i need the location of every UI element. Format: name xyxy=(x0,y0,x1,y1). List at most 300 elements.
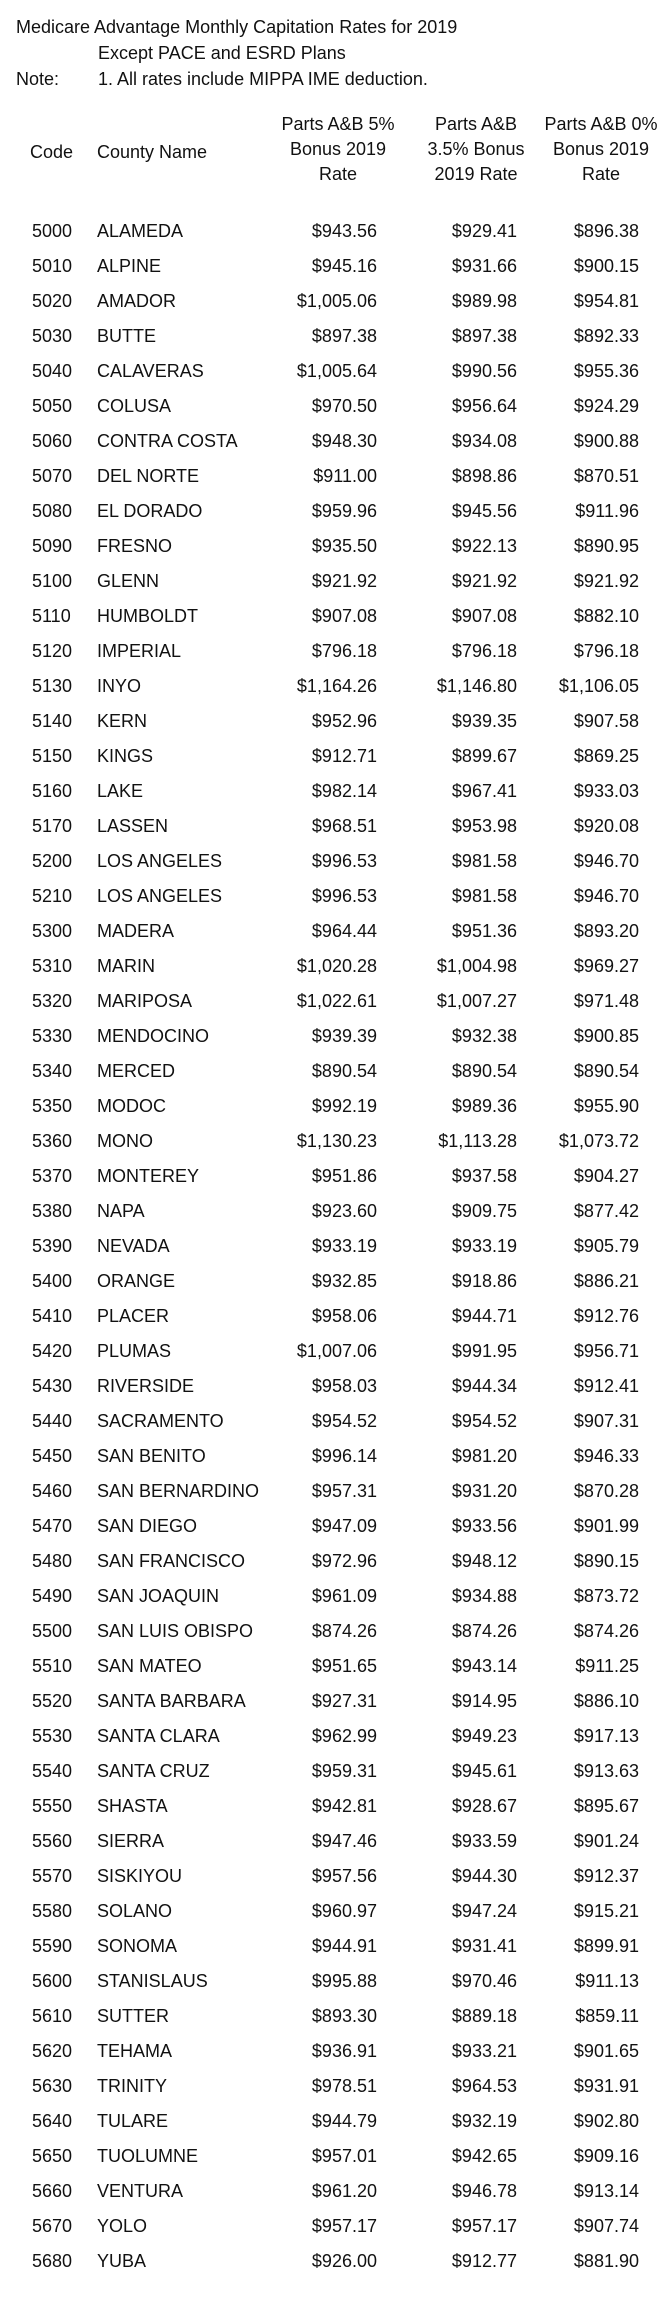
table-row xyxy=(0,1894,672,1929)
rate-5-percent-cell: $959.96 xyxy=(311,501,377,521)
rate-0-percent-cell: $955.36 xyxy=(573,361,639,381)
code-cell: 5530 xyxy=(32,1726,73,1746)
table-row xyxy=(0,1684,672,1719)
code-cell: 5340 xyxy=(32,1061,73,1081)
table-row xyxy=(0,1754,672,1789)
code-cell: 5560 xyxy=(32,1831,73,1851)
county-cell: ORANGE xyxy=(97,1271,176,1291)
rate-0-percent-cell: $912.41 xyxy=(573,1376,639,1396)
rate-5-percent-cell: $954.52 xyxy=(311,1411,377,1431)
county-cell: VENTURA xyxy=(97,2181,184,2201)
table-row xyxy=(0,2244,672,2279)
rate-5-percent-cell: $1,020.28 xyxy=(296,956,377,976)
title-block xyxy=(16,14,457,92)
table-row xyxy=(0,494,672,529)
rate-3-5-percent-cell: $890.54 xyxy=(451,1061,517,1081)
rate-5-percent-cell: $982.14 xyxy=(311,781,377,801)
county-cell: TRINITY xyxy=(97,2076,167,2096)
note-text: 1. All rates include MIPPA IME deduction. xyxy=(98,69,428,89)
table-row xyxy=(0,1089,672,1124)
county-cell: SHASTA xyxy=(97,1796,168,1816)
table-row xyxy=(0,1159,672,1194)
rate-5-percent-cell: $961.09 xyxy=(311,1586,377,1606)
rate-5-percent-cell: $951.86 xyxy=(311,1166,377,1186)
rate-5-percent-cell: $972.96 xyxy=(311,1551,377,1571)
county-cell: SAN LUIS OBISPO xyxy=(97,1621,254,1641)
rate-0-percent-cell: $899.91 xyxy=(573,1936,639,1956)
rate-0-percent-cell: $907.31 xyxy=(573,1411,639,1431)
rate-3-5-percent-cell: $932.38 xyxy=(451,1026,517,1046)
table-row xyxy=(0,879,672,914)
county-cell: STANISLAUS xyxy=(97,1971,208,1991)
rate-3-5-percent-cell: $990.56 xyxy=(451,361,517,381)
rate-5-percent-cell: $964.44 xyxy=(311,921,377,941)
rate-0-percent-cell: $873.72 xyxy=(573,1586,639,1606)
county-cell: SAN MATEO xyxy=(97,1656,202,1676)
county-cell: MARIN xyxy=(97,956,155,976)
rate-0-percent-cell: $900.88 xyxy=(573,431,639,451)
county-cell: KINGS xyxy=(97,746,154,766)
code-cell: 5470 xyxy=(32,1516,73,1536)
rate-3-5-percent-cell: $912.77 xyxy=(451,2251,517,2271)
rate-0-percent-cell: $911.25 xyxy=(575,1656,639,1676)
rate-5-percent-cell: $970.50 xyxy=(311,396,377,416)
rate-3-5-percent-cell: $922.13 xyxy=(451,536,517,556)
county-cell: EL DORADO xyxy=(97,501,203,521)
rate-3-5-percent-cell: $989.98 xyxy=(451,291,517,311)
rate-0-percent-cell: $915.21 xyxy=(573,1901,639,1921)
rate-3-5-percent-cell: $948.12 xyxy=(451,1551,517,1571)
rate-3-5-percent-cell: $1,004.98 xyxy=(436,956,517,976)
rate-0-percent-cell: $895.67 xyxy=(573,1796,639,1816)
county-cell: SAN JOAQUIN xyxy=(97,1586,220,1606)
rate-5-percent-cell: $897.38 xyxy=(311,326,377,346)
code-cell: 5210 xyxy=(32,886,73,906)
rate-5-percent-cell: $944.79 xyxy=(311,2111,377,2131)
rate-3-5-percent-cell: $874.26 xyxy=(451,1621,517,1641)
rate-3-5-percent-cell: $946.78 xyxy=(451,2181,517,2201)
rate-3-5-percent-cell: $945.56 xyxy=(451,501,517,521)
county-cell: LOS ANGELES xyxy=(97,851,223,871)
rate-5-percent-cell: $796.18 xyxy=(311,641,377,661)
rate-3-5-percent-cell: $933.19 xyxy=(451,1236,517,1256)
rate-3-5-percent-cell: $953.98 xyxy=(451,816,517,836)
rate-0-percent-cell: $911.96 xyxy=(575,501,639,521)
county-cell: TUOLUMNE xyxy=(97,2146,199,2166)
rate-5-percent-cell: $890.54 xyxy=(311,1061,377,1081)
table-row xyxy=(0,1614,672,1649)
rate-0-percent-cell: $931.91 xyxy=(573,2076,639,2096)
table-header xyxy=(0,112,672,198)
county-cell: SIERRA xyxy=(97,1831,165,1851)
table-row xyxy=(0,1859,672,1894)
rate-0-percent-cell: $1,106.05 xyxy=(558,676,639,696)
rate-0-percent-cell: $901.24 xyxy=(573,1831,639,1851)
rate-3-5-percent-cell: $981.58 xyxy=(451,851,517,871)
code-cell: 5110 xyxy=(32,606,71,626)
county-cell: TULARE xyxy=(97,2111,169,2131)
code-cell: 5030 xyxy=(32,326,73,346)
rate-3-5-percent-cell: $951.36 xyxy=(451,921,517,941)
rate-3-5-percent-cell: $939.35 xyxy=(451,711,517,731)
rate-5-percent-cell: $957.01 xyxy=(311,2146,377,2166)
rate-5-percent-cell: $944.91 xyxy=(311,1936,377,1956)
code-cell: 5000 xyxy=(32,221,73,241)
county-cell: AMADOR xyxy=(97,291,177,311)
table-row xyxy=(0,1299,672,1334)
county-cell: MONTEREY xyxy=(97,1166,200,1186)
code-cell: 5590 xyxy=(32,1936,73,1956)
table-row xyxy=(0,1124,672,1159)
code-cell: 5420 xyxy=(32,1341,73,1361)
code-cell: 5520 xyxy=(32,1691,73,1711)
table-row xyxy=(0,1999,672,2034)
rate-3-5-percent-cell: $918.86 xyxy=(451,1271,517,1291)
county-cell: ALAMEDA xyxy=(97,221,184,241)
table-row xyxy=(0,949,672,984)
rate-0-percent-cell: $886.21 xyxy=(573,1271,639,1291)
rate-5-percent-cell: $962.99 xyxy=(311,1726,377,1746)
county-cell: CALAVERAS xyxy=(97,361,204,381)
code-cell: 5670 xyxy=(32,2216,73,2236)
code-cell: 5440 xyxy=(32,1411,73,1431)
table-row xyxy=(0,774,672,809)
rate-3-5-percent-cell: $1,007.27 xyxy=(436,991,517,1011)
document-subtitle: Except PACE and ESRD Plans xyxy=(98,43,346,63)
header-rate-3-5-percent: Parts A&B 3.5% Bonus 2019 Rate xyxy=(427,114,525,184)
county-cell: LASSEN xyxy=(97,816,169,836)
rate-5-percent-cell: $996.14 xyxy=(311,1446,377,1466)
code-cell: 5380 xyxy=(32,1201,73,1221)
rate-5-percent-cell: $1,164.26 xyxy=(296,676,377,696)
rate-0-percent-cell: $921.92 xyxy=(573,571,639,591)
rate-0-percent-cell: $869.25 xyxy=(573,746,639,766)
rate-5-percent-cell: $921.92 xyxy=(311,571,377,591)
code-cell: 5170 xyxy=(32,816,73,836)
table-row xyxy=(0,1404,672,1439)
county-cell: YUBA xyxy=(97,2251,147,2271)
table-row xyxy=(0,1019,672,1054)
rate-5-percent-cell: $932.85 xyxy=(311,1271,377,1291)
code-cell: 5020 xyxy=(32,291,73,311)
rate-0-percent-cell: $933.03 xyxy=(573,781,639,801)
rate-0-percent-cell: $1,073.72 xyxy=(558,1131,639,1151)
rate-5-percent-cell: $1,005.64 xyxy=(296,361,377,381)
county-cell: FRESNO xyxy=(97,536,173,556)
code-cell: 5080 xyxy=(32,501,73,521)
table-row xyxy=(0,1789,672,1824)
rate-3-5-percent-cell: $989.36 xyxy=(451,1096,517,1116)
code-cell: 5330 xyxy=(32,1026,73,1046)
table-row xyxy=(0,2209,672,2244)
document-title: Medicare Advantage Monthly Capitation Rates for 2019 xyxy=(16,17,458,37)
rate-0-percent-cell: $874.26 xyxy=(573,1621,639,1641)
table-row xyxy=(0,249,672,284)
rate-3-5-percent-cell: $947.24 xyxy=(451,1901,517,1921)
code-cell: 5550 xyxy=(32,1796,73,1816)
code-cell: 5620 xyxy=(32,2041,73,2061)
rate-0-percent-cell: $890.95 xyxy=(573,536,639,556)
rate-0-percent-cell: $907.58 xyxy=(573,711,639,731)
county-cell: HUMBOLDT xyxy=(97,606,199,626)
code-cell: 5640 xyxy=(32,2111,73,2131)
rate-5-percent-cell: $996.53 xyxy=(311,886,377,906)
rate-0-percent-cell: $912.76 xyxy=(573,1306,639,1326)
rate-3-5-percent-cell: $942.65 xyxy=(451,2146,517,2166)
county-cell: SONOMA xyxy=(97,1936,178,1956)
code-cell: 5050 xyxy=(32,396,73,416)
table-row xyxy=(0,984,672,1019)
rate-0-percent-cell: $917.13 xyxy=(573,1726,639,1746)
table-row xyxy=(0,1649,672,1684)
code-cell: 5370 xyxy=(32,1166,73,1186)
county-cell: MADERA xyxy=(97,921,175,941)
table-row xyxy=(0,1334,672,1369)
county-cell: SACRAMENTO xyxy=(97,1411,224,1431)
rate-0-percent-cell: $913.14 xyxy=(573,2181,639,2201)
code-cell: 5090 xyxy=(32,536,73,556)
rate-5-percent-cell: $960.97 xyxy=(311,1901,377,1921)
rate-3-5-percent-cell: $937.58 xyxy=(451,1166,517,1186)
table-row xyxy=(0,564,672,599)
rate-3-5-percent-cell: $899.67 xyxy=(451,746,517,766)
rate-0-percent-cell: $900.15 xyxy=(573,256,639,276)
code-cell: 5600 xyxy=(32,1971,73,1991)
county-cell: GLENN xyxy=(97,571,160,591)
rate-5-percent-cell: $1,022.61 xyxy=(296,991,377,1011)
note-label: Note: xyxy=(16,69,60,89)
rate-5-percent-cell: $968.51 xyxy=(311,816,377,836)
rate-5-percent-cell: $936.91 xyxy=(311,2041,377,2061)
table-row xyxy=(0,1579,672,1614)
rate-3-5-percent-cell: $889.18 xyxy=(451,2006,517,2026)
code-cell: 5200 xyxy=(32,851,73,871)
rate-3-5-percent-cell: $1,146.80 xyxy=(436,676,517,696)
county-cell: LAKE xyxy=(97,781,144,801)
rate-0-percent-cell: $896.38 xyxy=(573,221,639,241)
rate-5-percent-cell: $927.31 xyxy=(311,1691,377,1711)
rate-0-percent-cell: $924.29 xyxy=(573,396,639,416)
rate-3-5-percent-cell: $931.20 xyxy=(451,1481,517,1501)
table-row xyxy=(0,2034,672,2069)
code-cell: 5100 xyxy=(32,571,73,591)
code-cell: 5460 xyxy=(32,1481,73,1501)
table-row xyxy=(0,844,672,879)
header-rate-0-percent: Parts A&B 0% Bonus 2019 Rate xyxy=(544,114,658,184)
rate-3-5-percent-cell: $929.41 xyxy=(451,221,517,241)
rate-5-percent-cell: $943.56 xyxy=(311,221,377,241)
code-cell: 5320 xyxy=(32,991,73,1011)
table-row xyxy=(0,1719,672,1754)
table-row xyxy=(0,2174,672,2209)
code-cell: 5650 xyxy=(32,2146,73,2166)
rate-3-5-percent-cell: $909.75 xyxy=(451,1201,517,1221)
table-row xyxy=(0,284,672,319)
table-row xyxy=(0,2139,672,2174)
code-cell: 5040 xyxy=(32,361,73,381)
county-cell: SUTTER xyxy=(97,2006,169,2026)
rate-3-5-percent-cell: $970.46 xyxy=(451,1971,517,1991)
code-cell: 5160 xyxy=(32,781,73,801)
rate-3-5-percent-cell: $932.19 xyxy=(451,2111,517,2131)
county-cell: INYO xyxy=(97,676,142,696)
table-row xyxy=(0,1929,672,1964)
rate-3-5-percent-cell: $933.59 xyxy=(451,1831,517,1851)
rate-0-percent-cell: $913.63 xyxy=(573,1761,639,1781)
table-row xyxy=(0,809,672,844)
rate-5-percent-cell: $1,005.06 xyxy=(296,291,377,311)
county-cell: YOLO xyxy=(97,2216,148,2236)
county-cell: SISKIYOU xyxy=(97,1866,183,1886)
rate-3-5-percent-cell: $957.17 xyxy=(451,2216,517,2236)
rate-0-percent-cell: $890.54 xyxy=(573,1061,639,1081)
county-cell: MARIPOSA xyxy=(97,991,193,1011)
code-cell: 5140 xyxy=(32,711,73,731)
table-row xyxy=(0,739,672,774)
rate-5-percent-cell: $995.88 xyxy=(311,1971,377,1991)
rate-5-percent-cell: $935.50 xyxy=(311,536,377,556)
rate-5-percent-cell: $961.20 xyxy=(311,2181,377,2201)
county-cell: RIVERSIDE xyxy=(97,1376,195,1396)
county-cell: ALPINE xyxy=(97,256,162,276)
rate-0-percent-cell: $870.51 xyxy=(573,466,639,486)
rate-0-percent-cell: $859.11 xyxy=(575,2006,639,2026)
county-cell: SAN BENITO xyxy=(97,1446,206,1466)
table-row xyxy=(0,354,672,389)
rate-3-5-percent-cell: $943.14 xyxy=(451,1656,517,1676)
table-row xyxy=(0,529,672,564)
table-row xyxy=(0,914,672,949)
rate-5-percent-cell: $942.81 xyxy=(311,1796,377,1816)
table-row xyxy=(0,459,672,494)
rate-5-percent-cell: $907.08 xyxy=(311,606,377,626)
code-cell: 5430 xyxy=(32,1376,73,1396)
table-row xyxy=(0,1229,672,1264)
rate-3-5-percent-cell: $967.41 xyxy=(451,781,517,801)
rate-3-5-percent-cell: $944.71 xyxy=(451,1306,517,1326)
code-cell: 5510 xyxy=(32,1656,73,1676)
county-cell: MERCED xyxy=(97,1061,176,1081)
county-cell: KERN xyxy=(97,711,148,731)
rate-0-percent-cell: $954.81 xyxy=(573,291,639,311)
rate-3-5-percent-cell: $954.52 xyxy=(451,1411,517,1431)
code-cell: 5120 xyxy=(32,641,73,661)
header-county-name: County Name xyxy=(97,142,208,162)
rate-0-percent-cell: $909.16 xyxy=(573,2146,639,2166)
rate-3-5-percent-cell: $897.38 xyxy=(451,326,517,346)
rate-0-percent-cell: $911.13 xyxy=(575,1971,639,1991)
code-cell: 5300 xyxy=(32,921,73,941)
code-cell: 5480 xyxy=(32,1551,73,1571)
county-cell: MONO xyxy=(97,1131,153,1151)
rate-0-percent-cell: $890.15 xyxy=(573,1551,639,1571)
rate-3-5-percent-cell: $944.34 xyxy=(451,1376,517,1396)
code-cell: 5390 xyxy=(32,1236,73,1256)
rate-3-5-percent-cell: $934.08 xyxy=(451,431,517,451)
code-cell: 5010 xyxy=(32,256,73,276)
rate-3-5-percent-cell: $1,113.28 xyxy=(438,1131,517,1151)
rate-0-percent-cell: $904.27 xyxy=(573,1166,639,1186)
rate-5-percent-cell: $978.51 xyxy=(311,2076,377,2096)
county-cell: SAN BERNARDINO xyxy=(97,1481,260,1501)
code-cell: 5350 xyxy=(32,1096,73,1116)
rate-0-percent-cell: $902.80 xyxy=(573,2111,639,2131)
rate-3-5-percent-cell: $933.21 xyxy=(451,2041,517,2061)
header-code: Code xyxy=(30,142,74,162)
table-row xyxy=(0,2069,672,2104)
county-cell: LOS ANGELES xyxy=(97,886,223,906)
table-row xyxy=(0,2104,672,2139)
rate-3-5-percent-cell: $898.86 xyxy=(451,466,517,486)
code-cell: 5580 xyxy=(32,1901,73,1921)
county-cell: MODOC xyxy=(97,1096,166,1116)
rate-5-percent-cell: $923.60 xyxy=(311,1201,377,1221)
rate-5-percent-cell: $958.06 xyxy=(311,1306,377,1326)
rate-0-percent-cell: $905.79 xyxy=(573,1236,639,1256)
rate-0-percent-cell: $886.10 xyxy=(573,1691,639,1711)
county-cell: SAN DIEGO xyxy=(97,1516,198,1536)
rate-0-percent-cell: $946.70 xyxy=(573,851,639,871)
rate-5-percent-cell: $992.19 xyxy=(311,1096,377,1116)
rate-0-percent-cell: $946.70 xyxy=(573,886,639,906)
code-cell: 5500 xyxy=(32,1621,73,1641)
county-cell: BUTTE xyxy=(97,326,157,346)
rate-5-percent-cell: $1,007.06 xyxy=(296,1341,377,1361)
rate-3-5-percent-cell: $981.20 xyxy=(451,1446,517,1466)
note-line xyxy=(16,66,457,92)
rate-0-percent-cell: $971.48 xyxy=(573,991,639,1011)
rate-0-percent-cell: $877.42 xyxy=(573,1201,639,1221)
county-cell: MENDOCINO xyxy=(97,1026,209,1046)
rate-5-percent-cell: $945.16 xyxy=(311,256,377,276)
rate-3-5-percent-cell: $964.53 xyxy=(451,2076,517,2096)
rate-0-percent-cell: $920.08 xyxy=(573,816,639,836)
code-cell: 5660 xyxy=(32,2181,73,2201)
code-cell: 5570 xyxy=(32,1866,73,1886)
rate-5-percent-cell: $957.17 xyxy=(311,2216,377,2236)
table-row xyxy=(0,1439,672,1474)
rate-3-5-percent-cell: $934.88 xyxy=(451,1586,517,1606)
rate-0-percent-cell: $907.74 xyxy=(573,2216,639,2236)
rate-0-percent-cell: $796.18 xyxy=(573,641,639,661)
code-cell: 5610 xyxy=(32,2006,73,2026)
table-row xyxy=(0,214,672,249)
rate-5-percent-cell: $893.30 xyxy=(311,2006,377,2026)
rate-3-5-percent-cell: $944.30 xyxy=(451,1866,517,1886)
table-row xyxy=(0,599,672,634)
county-cell: NAPA xyxy=(97,1201,145,1221)
county-cell: TEHAMA xyxy=(97,2041,173,2061)
code-cell: 5630 xyxy=(32,2076,73,2096)
rate-3-5-percent-cell: $914.95 xyxy=(451,1691,517,1711)
rate-0-percent-cell: $901.99 xyxy=(573,1516,639,1536)
county-cell: SANTA BARBARA xyxy=(97,1691,246,1711)
rate-3-5-percent-cell: $796.18 xyxy=(451,641,517,661)
table-row xyxy=(0,1194,672,1229)
rate-5-percent-cell: $939.39 xyxy=(311,1026,377,1046)
code-cell: 5360 xyxy=(32,1131,73,1151)
county-cell: IMPERIAL xyxy=(97,641,182,661)
rate-5-percent-cell: $957.56 xyxy=(311,1866,377,1886)
county-cell: SOLANO xyxy=(97,1901,173,1921)
rates-table xyxy=(0,112,672,2279)
rate-0-percent-cell: $955.90 xyxy=(573,1096,639,1116)
rate-5-percent-cell: $947.09 xyxy=(311,1516,377,1536)
table-row xyxy=(0,669,672,704)
rate-3-5-percent-cell: $933.56 xyxy=(451,1516,517,1536)
rate-0-percent-cell: $969.27 xyxy=(573,956,639,976)
rate-3-5-percent-cell: $945.61 xyxy=(451,1761,517,1781)
